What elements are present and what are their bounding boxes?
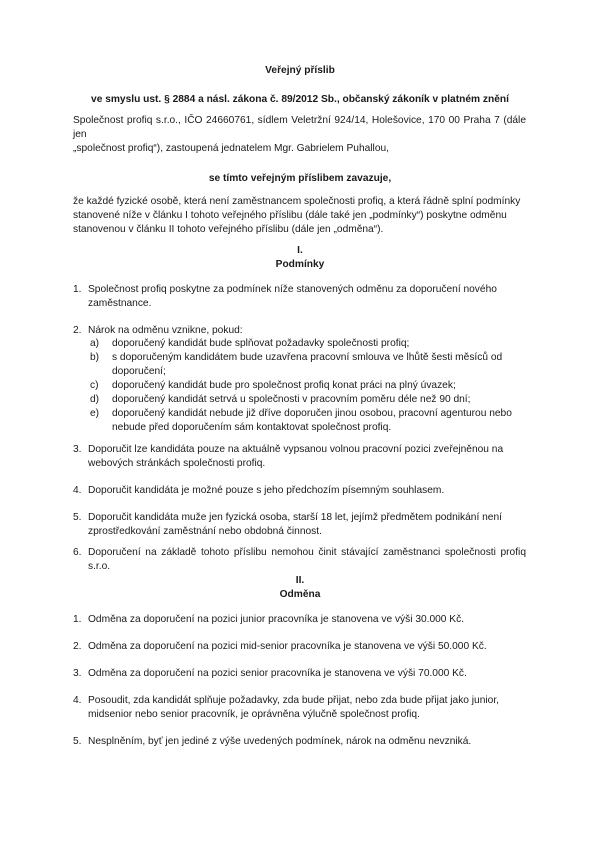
sub-item-marker: a): [90, 338, 100, 349]
section-2-heading: Odměna: [279, 589, 321, 600]
item-text: [88, 511, 526, 539]
item-number: 6.: [73, 547, 82, 558]
item-text: Odměna za doporučení na pozici mid-senior pracovníka je stanovena ve výši 50.000 Kč.: [88, 641, 487, 652]
document-title: Veřejný příslib: [265, 65, 335, 76]
sub-item-text: [112, 351, 526, 379]
item-text: Nárok na odměnu vznikne, pokud:: [88, 325, 243, 336]
item-number: 1.: [73, 614, 82, 625]
item-text: Doporučení na základě tohoto příslibu nemohou činit stávající zaměstnanci společnosti profiq s.r.o.: [88, 547, 526, 572]
party-line: „společnost profiq“), zastoupená jednatelem Mgr. Gabrielem Puhallou,: [73, 143, 389, 154]
intro-line: stanovenou v článku II tohoto veřejného příslibu (dále jen „odměna“).: [73, 224, 384, 235]
item-line: zprostředkování zaměstnání nebo obdobná činnost.: [88, 526, 322, 537]
commitment-heading: se tímto veřejným příslibem zavazuje,: [208, 173, 392, 184]
item-line: Posoudit, zda kandidát splňuje požadavky, zda bude přijat, nebo zda bude přijat jako junior,: [88, 695, 499, 706]
sub-item-marker: c): [90, 380, 99, 391]
sub-item-text: [112, 407, 526, 435]
sub-item-marker: e): [90, 408, 100, 419]
item-number: 1.: [73, 284, 82, 295]
item-line: zaměstnance.: [88, 298, 152, 309]
item-text: [88, 694, 526, 722]
sub-item-marker: d): [90, 394, 100, 405]
item-number: 2.: [73, 641, 82, 652]
sub-item-line: s doporučeným kandidátem bude uzavřena pracovní smlouva ve lhůtě šesti měsíců od: [112, 352, 503, 363]
item-line: midsenior nebo senior pracovník, je oprávněna výlučně společnost profiq.: [88, 709, 420, 720]
item-number: 5.: [73, 512, 82, 523]
item-text: Odměna za doporučení na pozici junior pracovníka je stanovena ve výši 30.000 Kč.: [88, 614, 465, 625]
sub-item-text: doporučený kandidát bude splňovat požadavky společnosti profiq;: [112, 338, 410, 349]
item-number: 4.: [73, 485, 82, 496]
item-text: [88, 283, 526, 311]
item-text: Nesplněním, byť jen jediné z výše uvedených podmínek, nárok na odměnu nevzniká.: [88, 736, 472, 747]
section-1-heading: Podmínky: [275, 259, 325, 270]
item-number: 3.: [73, 444, 82, 455]
document-subtitle: ve smyslu ust. § 2884 a násl. zákona č. 89/2012 Sb., občanský zákoník v platném znění: [91, 94, 509, 105]
intro-line: stanovené níže v článku I tohoto veřejného příslibu (dále také jen „podmínky“) poskytne odměnu: [73, 210, 507, 221]
item-number: 4.: [73, 695, 82, 706]
sub-item-line: doporučený kandidát nebude již dříve doporučen jinou osobou, pracovní agenturou nebo: [112, 408, 512, 419]
item-text: Odměna za doporučení na pozici senior pracovníka je stanovena ve výši 70.000 Kč.: [88, 668, 467, 679]
sub-item-text: doporučený kandidát setrvá u společnosti v pracovním poměru déle než 90 dní;: [112, 394, 471, 405]
item-line: Doporučit lze kandidáta pouze na aktuálně vypsanou volnou pracovní pozici zveřejněnou na: [88, 444, 504, 455]
item-line: webových stránkách společnosti profiq.: [88, 458, 266, 469]
item-number: 3.: [73, 668, 82, 679]
item-line: Společnost profiq poskytne za podmínek níže stanovených odměnu za doporučení nového: [88, 284, 497, 295]
party-paragraph: [73, 114, 526, 156]
sub-item-line: nebude před doporučením sám kontaktovat společnost profiq.: [112, 422, 392, 433]
item-text: Doporučit kandidáta je možné pouze s jeho předchozím písemným souhlasem.: [88, 485, 445, 496]
item-number: 2.: [73, 325, 82, 336]
item-text: [88, 443, 526, 471]
sub-item-marker: b): [90, 352, 100, 363]
item-line: Doporučit kandidáta muže jen fyzická osoba, starší 18 let, jejímž předmětem podnikání není: [88, 512, 502, 523]
section-2-number: II.: [295, 575, 305, 586]
intro-paragraph: [73, 195, 526, 237]
item-number: 5.: [73, 736, 82, 747]
sub-item-line: doporučení;: [112, 366, 166, 377]
party-line: Společnost profiq s.r.o., IČO 24660761, sídlem Veletržní 924/14, Holešovice, 170 00 Praha 7 (dále jen: [73, 115, 526, 140]
section-1-number: I.: [297, 245, 303, 256]
intro-line: že každé fyzické osobě, která není zaměstnancem společnosti profiq, a která řádně splní podmínky: [73, 196, 521, 207]
sub-item-text: doporučený kandidát bude pro společnost profiq konat práci na plný úvazek;: [112, 380, 456, 391]
